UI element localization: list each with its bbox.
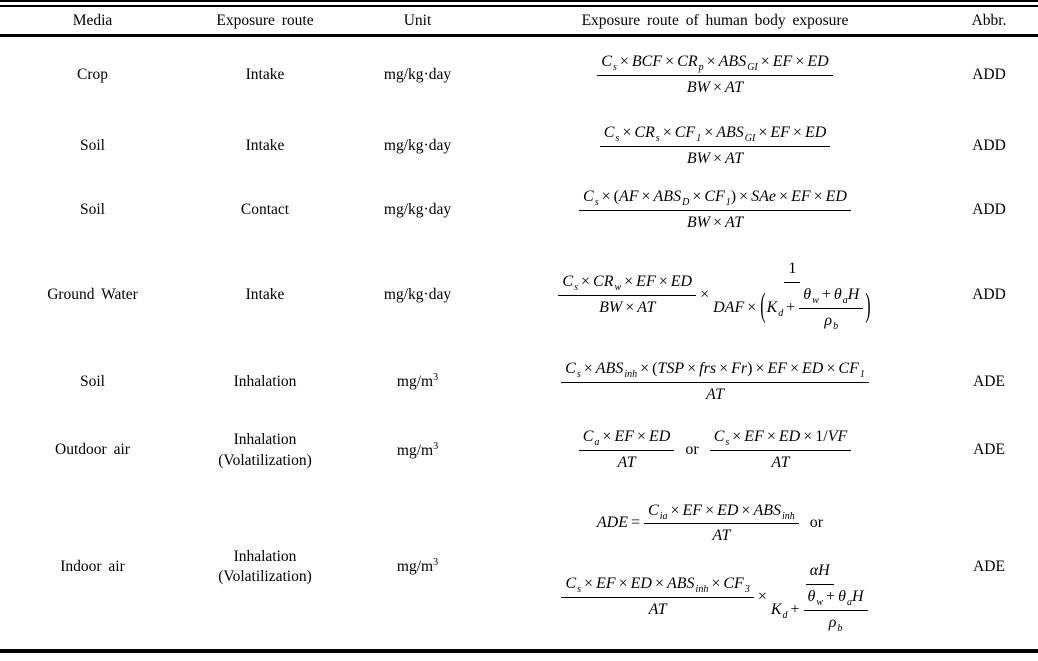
math-var: H bbox=[851, 587, 864, 605]
math-var: CF $_3$ bbox=[723, 574, 750, 595]
math-var: ED bbox=[717, 501, 739, 519]
formula bbox=[578, 187, 852, 234]
fraction-denominator bbox=[771, 451, 789, 474]
math-operator: × bbox=[779, 188, 789, 206]
math-var: BW bbox=[686, 214, 710, 231]
top-rule-outer bbox=[0, 0, 1038, 2]
math-var: ABS $_{GI}$ bbox=[716, 123, 756, 144]
formula-cell bbox=[490, 427, 940, 474]
route-cell bbox=[185, 430, 345, 470]
route-line: Inhalation bbox=[233, 431, 297, 449]
math-var: C $_s$ bbox=[565, 359, 581, 380]
math-operator: × bbox=[583, 359, 593, 377]
math-word: or bbox=[809, 514, 824, 532]
math-var: EF bbox=[770, 123, 790, 141]
fraction-denominator bbox=[599, 296, 655, 319]
route-line: Inhalation bbox=[233, 547, 297, 565]
math-var: BCF bbox=[631, 53, 663, 71]
abbr-cell: ADE bbox=[973, 557, 1005, 575]
math-var: AT bbox=[637, 298, 656, 316]
math-var: θ $_a$ bbox=[833, 286, 848, 307]
route-line: Intake bbox=[245, 66, 285, 84]
math-operator: × bbox=[637, 428, 647, 446]
formula bbox=[596, 52, 833, 99]
formula bbox=[578, 427, 852, 474]
math-operator: × bbox=[670, 501, 680, 519]
math-operator: × bbox=[641, 188, 651, 206]
unit-superscript: 3 bbox=[433, 440, 439, 452]
math-var: K $_d$ bbox=[766, 298, 784, 319]
fraction-denominator bbox=[824, 309, 838, 332]
math-operator: × bbox=[704, 123, 714, 141]
unit-cell: mg/kg·day bbox=[383, 136, 452, 154]
fraction bbox=[579, 427, 675, 474]
math-operator: × bbox=[826, 359, 836, 377]
paren-group bbox=[759, 285, 871, 332]
math-plain: ( bbox=[652, 359, 658, 377]
fraction-numerator bbox=[561, 574, 753, 598]
math-var: EF bbox=[744, 428, 764, 446]
abbr-cell: ADE bbox=[973, 441, 1005, 459]
unit-cell: mg/kg·day bbox=[383, 201, 452, 219]
media-cell: Outdoor air bbox=[55, 441, 130, 459]
math-operator: × bbox=[658, 273, 668, 291]
header-unit: Unit bbox=[403, 11, 432, 29]
math-operator: × bbox=[790, 359, 800, 377]
math-var: ED bbox=[825, 188, 847, 206]
math-var: DAF bbox=[713, 298, 745, 316]
math-var: AT bbox=[705, 385, 725, 403]
math-operator: × bbox=[760, 53, 770, 71]
formula-cell bbox=[490, 359, 940, 406]
table-header-row bbox=[0, 7, 1038, 34]
math-operator: × bbox=[584, 574, 594, 592]
route-line: (Volatilization) bbox=[218, 451, 312, 469]
unit-superscript: 3 bbox=[433, 557, 439, 569]
table-row bbox=[0, 485, 1038, 649]
math-operator: × bbox=[705, 501, 715, 519]
fraction bbox=[561, 574, 753, 621]
formula bbox=[599, 123, 832, 170]
fraction-numerator bbox=[710, 427, 852, 451]
math-operator: × bbox=[747, 298, 757, 316]
math-var: BW bbox=[686, 79, 710, 96]
math-operator: × bbox=[741, 501, 751, 519]
route-cell bbox=[185, 372, 345, 392]
math-var: C $_s$ bbox=[603, 123, 620, 144]
fraction-numerator bbox=[558, 272, 696, 296]
media-cell: Soil bbox=[80, 136, 105, 154]
formula-cell bbox=[490, 187, 940, 234]
math-operator: + bbox=[790, 600, 800, 618]
abbr-cell: ADD bbox=[972, 136, 1006, 154]
math-operator: × bbox=[622, 123, 632, 141]
math-operator: × bbox=[662, 123, 672, 141]
math-operator: + bbox=[826, 587, 836, 605]
math-var: ED bbox=[630, 574, 652, 592]
math-var: BW bbox=[599, 298, 623, 316]
math-operator: × bbox=[757, 587, 767, 605]
math-operator: × bbox=[625, 298, 635, 316]
formula-cell bbox=[490, 52, 940, 99]
media-cell: Crop bbox=[77, 66, 108, 84]
media-cell: Indoor air bbox=[60, 557, 125, 575]
route-line: Inhalation bbox=[233, 372, 297, 390]
formula bbox=[557, 259, 872, 331]
formula bbox=[560, 359, 870, 406]
math-var: C $_s$ bbox=[562, 273, 578, 294]
fraction bbox=[710, 427, 852, 474]
math-var: AT bbox=[725, 79, 744, 96]
unit-cell: $mg/m^3$ bbox=[396, 372, 439, 391]
fraction bbox=[799, 285, 863, 332]
abbr-cell: ADE bbox=[973, 372, 1005, 390]
math-operator: × bbox=[713, 149, 723, 167]
fraction bbox=[558, 272, 696, 319]
math-plain: ) bbox=[747, 359, 753, 377]
math-operator: × bbox=[665, 53, 675, 71]
fraction-numerator bbox=[600, 123, 831, 147]
close-paren-icon: ) bbox=[865, 288, 871, 325]
math-var: AT bbox=[617, 454, 636, 471]
formula-cell bbox=[490, 259, 940, 331]
route-cell bbox=[185, 547, 345, 587]
math-var: TSP bbox=[657, 359, 685, 377]
unit-cell: mg/kg·day bbox=[383, 286, 452, 304]
fraction-numerator bbox=[579, 187, 851, 211]
header-formula: Exposure route of human body exposure bbox=[581, 11, 849, 29]
math-var: ABS $_{inh}$ bbox=[667, 574, 709, 595]
math-operator: × bbox=[712, 214, 723, 231]
math-var: ED bbox=[649, 428, 671, 446]
unit-cell: mg/kg·day bbox=[383, 66, 452, 84]
fraction-denominator bbox=[687, 147, 743, 170]
math-var: AF bbox=[618, 188, 639, 206]
unit-cell: $mg/m^3$ bbox=[396, 440, 439, 459]
math-var: ρ $_b$ bbox=[824, 311, 839, 332]
media-cell: Soil bbox=[80, 372, 105, 390]
header-media: Media bbox=[72, 11, 113, 29]
route-line: (Volatilization) bbox=[218, 568, 312, 585]
table-row bbox=[0, 348, 1038, 416]
math-operator: = bbox=[631, 514, 641, 532]
fraction-numerator bbox=[804, 587, 868, 611]
math-var: EF bbox=[767, 359, 787, 377]
math-var: EF bbox=[772, 53, 793, 71]
math-var: AT bbox=[712, 527, 731, 545]
math-operator: × bbox=[687, 359, 697, 377]
fraction-denominator bbox=[712, 524, 730, 547]
math-operator: × bbox=[792, 123, 802, 141]
math-var: ED bbox=[807, 53, 829, 71]
math-var: BW bbox=[686, 149, 710, 167]
math-var: EF bbox=[636, 273, 656, 291]
math-var: Fr bbox=[731, 359, 748, 377]
math-operator: × bbox=[618, 574, 628, 592]
math-var: CF $_1$ bbox=[704, 188, 731, 209]
math-var: SAe bbox=[751, 188, 777, 206]
fraction-numerator bbox=[561, 359, 869, 383]
math-operator: × bbox=[580, 273, 591, 291]
math-var: CR $_w$ bbox=[593, 273, 622, 294]
math-var: C $_s$ bbox=[713, 428, 730, 449]
formula-cell bbox=[490, 501, 940, 634]
math-var: frs bbox=[699, 359, 717, 377]
math-var: θ $_w$ bbox=[803, 286, 819, 307]
media-cell: Soil bbox=[80, 201, 105, 219]
fraction bbox=[600, 123, 831, 170]
math-operator: × bbox=[640, 359, 650, 377]
fraction bbox=[713, 259, 871, 331]
table-row bbox=[0, 37, 1038, 114]
table-row bbox=[0, 243, 1038, 348]
route-cell bbox=[185, 65, 345, 85]
math-var: ABS $_{GI}$ bbox=[718, 53, 758, 74]
math-var: θ $_w$ bbox=[807, 587, 824, 608]
math-var: EF bbox=[791, 188, 811, 206]
math-var: θ $_a$ bbox=[838, 587, 852, 608]
table-row bbox=[0, 178, 1038, 243]
math-operator: × bbox=[706, 53, 716, 71]
fraction-denominator bbox=[649, 598, 667, 621]
fraction bbox=[579, 187, 851, 234]
math-operator: × bbox=[719, 359, 729, 377]
fraction-denominator bbox=[706, 383, 724, 406]
route-cell bbox=[185, 200, 345, 220]
fraction bbox=[561, 359, 869, 406]
math-operator: × bbox=[654, 574, 664, 592]
math-var: C $_{ia}$ bbox=[648, 501, 668, 522]
math-operator: × bbox=[711, 574, 721, 592]
math-operator: × bbox=[692, 188, 702, 206]
math-plain: 1 bbox=[788, 260, 797, 278]
math-operator: × bbox=[813, 188, 823, 206]
header-exposure-route: Exposure route bbox=[216, 11, 314, 29]
math-var: K $_d$ bbox=[770, 600, 788, 621]
route-cell bbox=[185, 285, 345, 305]
bottom-rule bbox=[0, 649, 1038, 653]
math-operator: × bbox=[766, 428, 776, 446]
fraction-numerator bbox=[806, 561, 834, 585]
math-operator: × bbox=[601, 188, 611, 206]
math-var: CR $_s$ bbox=[634, 123, 660, 144]
math-var: ED bbox=[670, 273, 693, 291]
table-row bbox=[0, 114, 1038, 178]
formula bbox=[560, 561, 869, 633]
math-var: EF bbox=[682, 501, 703, 519]
math-var: EF bbox=[614, 428, 634, 446]
math-plain: ( bbox=[613, 188, 619, 206]
route-line: Intake bbox=[245, 286, 285, 304]
abbr-cell: ADD bbox=[972, 286, 1006, 304]
fraction-denominator bbox=[618, 451, 636, 474]
math-operator: × bbox=[758, 123, 768, 141]
math-operator: × bbox=[624, 273, 634, 291]
math-var: AT bbox=[725, 214, 744, 231]
fraction-denominator bbox=[713, 283, 871, 332]
route-line: Contact bbox=[240, 201, 290, 219]
math-var: VF bbox=[827, 428, 848, 446]
open-paren-icon: ( bbox=[760, 288, 766, 325]
fraction-denominator bbox=[829, 611, 843, 634]
math-var: ED bbox=[804, 123, 827, 141]
math-operator: × bbox=[602, 428, 612, 446]
math-var: ABS $_D$ bbox=[653, 188, 690, 209]
math-var: C $_s$ bbox=[565, 574, 582, 595]
math-plain: 1/ bbox=[815, 428, 828, 446]
media-cell: Ground Water bbox=[47, 286, 138, 304]
math-var: CF $_1$ bbox=[838, 359, 865, 380]
math-plain: ) bbox=[730, 188, 737, 206]
math-var: ADE bbox=[596, 514, 628, 532]
math-operator: × bbox=[619, 53, 629, 71]
math-var: C $_a$ bbox=[582, 428, 600, 449]
unit-cell: $mg/m^3$ bbox=[396, 557, 439, 576]
math-operator: × bbox=[739, 188, 749, 206]
math-operator: × bbox=[803, 428, 813, 446]
math-var: CR $_p$ bbox=[677, 53, 704, 74]
math-var: AT bbox=[725, 149, 744, 167]
abbr-cell: ADD bbox=[972, 66, 1006, 84]
fraction-numerator bbox=[799, 285, 863, 309]
math-var: AT bbox=[648, 600, 667, 618]
math-operator: + bbox=[786, 298, 796, 316]
math-var: AT bbox=[771, 454, 790, 471]
formula-cell bbox=[490, 123, 940, 170]
math-var: H bbox=[847, 286, 860, 304]
fraction-numerator bbox=[784, 259, 800, 283]
math-var: ED bbox=[778, 428, 801, 446]
fraction bbox=[644, 501, 799, 548]
math-var: H bbox=[818, 562, 830, 580]
math-var: ED bbox=[802, 359, 824, 377]
fraction bbox=[597, 52, 832, 99]
fraction bbox=[771, 561, 869, 633]
formula bbox=[597, 501, 833, 548]
math-operator: + bbox=[821, 286, 831, 304]
header-abbr: Abbr. bbox=[971, 11, 1007, 29]
route-line: Intake bbox=[245, 136, 285, 154]
fraction-numerator bbox=[597, 52, 832, 76]
math-var: CF $_1$ bbox=[674, 123, 702, 144]
math-operator: × bbox=[755, 359, 765, 377]
route-cell bbox=[185, 136, 345, 156]
math-var: α bbox=[809, 562, 819, 580]
math-operator: × bbox=[732, 428, 742, 446]
table-row bbox=[0, 416, 1038, 485]
math-word: or bbox=[685, 441, 699, 459]
abbr-cell: ADD bbox=[972, 201, 1006, 219]
fraction-denominator bbox=[687, 211, 743, 234]
fraction-denominator bbox=[771, 585, 869, 634]
math-var: C $_s$ bbox=[601, 53, 617, 74]
math-operator: × bbox=[712, 79, 723, 96]
fraction-denominator bbox=[687, 76, 743, 99]
unit-superscript: 3 bbox=[433, 372, 439, 384]
fraction-numerator bbox=[644, 501, 799, 525]
fraction-numerator bbox=[579, 427, 675, 451]
table-body bbox=[0, 37, 1038, 649]
math-operator: × bbox=[700, 286, 710, 304]
math-var: ABS $_{inh}$ bbox=[753, 501, 795, 522]
math-var: C $_s$ bbox=[583, 188, 599, 209]
math-var: EF bbox=[596, 574, 616, 592]
math-var: ABS $_{inh}$ bbox=[595, 359, 638, 380]
math-operator: × bbox=[795, 53, 805, 71]
math-var: ρ $_b$ bbox=[828, 613, 843, 634]
fraction bbox=[804, 587, 868, 634]
